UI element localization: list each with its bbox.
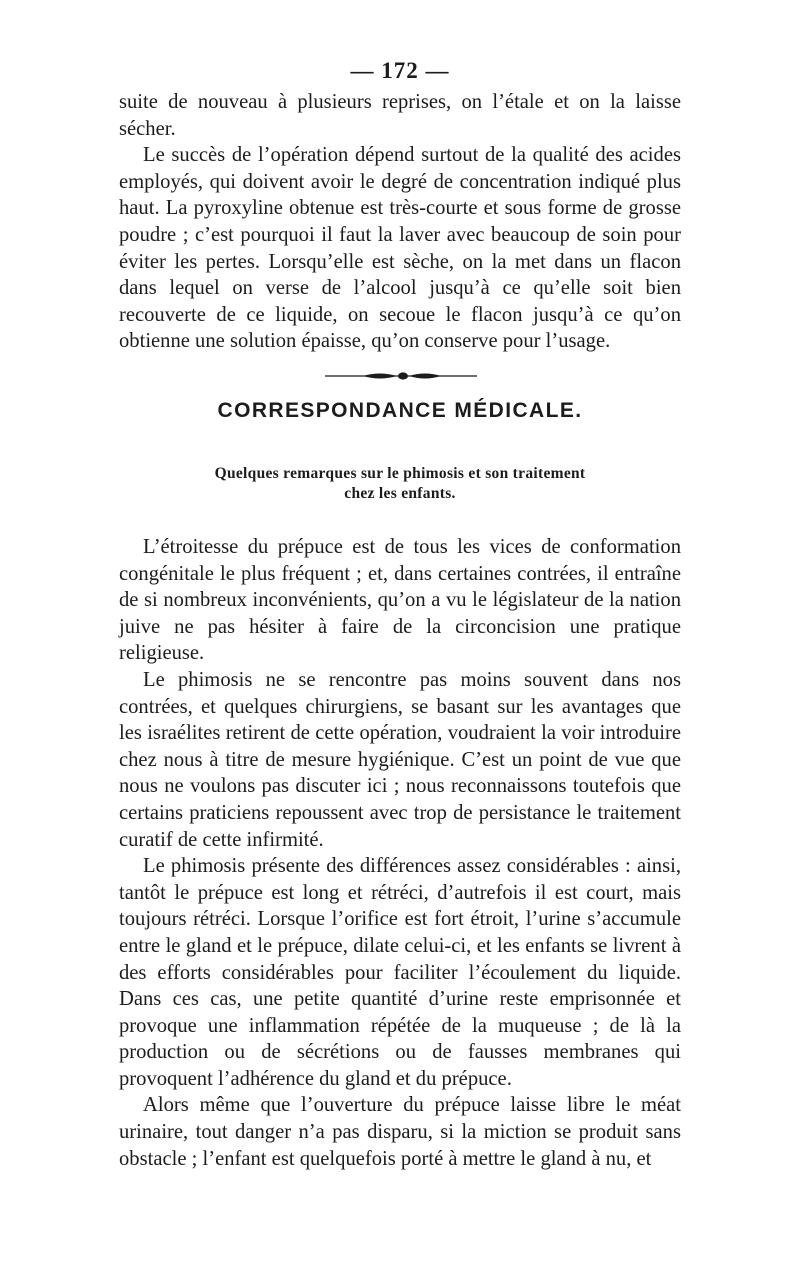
paragraph: L’étroitesse du prépuce est de tous les vices de conformation congénitale le plus fréquent ; et, dans certaines contrées, il entraîne de si nombreux inconvénients, qu’on a vu le législateur de la nation juive ne pas hésiter à faire de la circoncision une pratique religieuse. [119,536,681,665]
section-title: CORRESPONDANCE MÉDICALE. [217,399,583,422]
paragraph: Alors même que l’ouverture du prépuce laisse libre le méat urinaire, tout danger n’a pas disparu, si la miction se produit sans obstacle ; l’enfant est quelquefois porté à mettre le gland à nu, et [119,1094,681,1170]
article-body [119,534,681,1172]
page-number: — 172 — [350,58,450,83]
paragraph: Le succès de l’opération dépend surtout de la qualité des acides employés, qui doivent avoir le degré de concentration indiqué plus haut. La pyroxyline obtenue est très-courte et sous forme de grosse poudre ; c’est pourquoi il faut la laver avec beaucoup de soin pour éviter les pertes. Lorsqu’elle est sèche, on la met dans un flacon dans lequel on verse de l’alcool jusqu’à ce qu’elle soit bien recouverte de ce liquide, on secoue le flacon jusqu’à ce qu’on obtienne une solution épaisse, qu’on conserve pour l’usage. [119,144,681,353]
article-subtitle-line: chez les enfants. [344,485,456,502]
article-subtitle-line: Quelques remarques sur le phimosis et son traitement [214,465,586,482]
paragraph: Le phimosis présente des différences assez considérables : ainsi, tantôt le prépuce est long et rétréci, d’autrefois il est court, mais toujours rétréci. Lorsque l’orifice est fort étroit, l’urine s’accumule entre le gland et le prépuce, dilate celui-ci, et les enfants se livrent à des efforts considérables pour faciliter l’écoulement du liquide. Dans ces cas, une petite quantité d’urine reste emprisonnée et provoque une inflammation répétée de la muqueuse ; de là la production ou de sécrétions ou de fausses membranes qui provoquent l’adhérence du gland et du prépuce. [119,855,681,1090]
paragraph: Le phimosis ne se rencontre pas moins souvent dans nos contrées, et quelques chirurgiens, se basant sur les avantages que les israélites retirent de cette opération, voudraient la voir introduire chez nous à titre de mesure hygiénique. C’est un point de vue que nous ne voulons pas discuter ici ; nous reconnaissons toutefois que certains praticiens repoussent avec trop de persistance le traitement curatif de cette infirmité. [119,668,681,851]
section-divider-ornament [325,370,477,382]
top-text-block [119,89,681,355]
article-subtitle [150,464,650,504]
paragraph: suite de nouveau à plusieurs reprises, on l’étale et on la laisse sécher. [119,91,681,140]
